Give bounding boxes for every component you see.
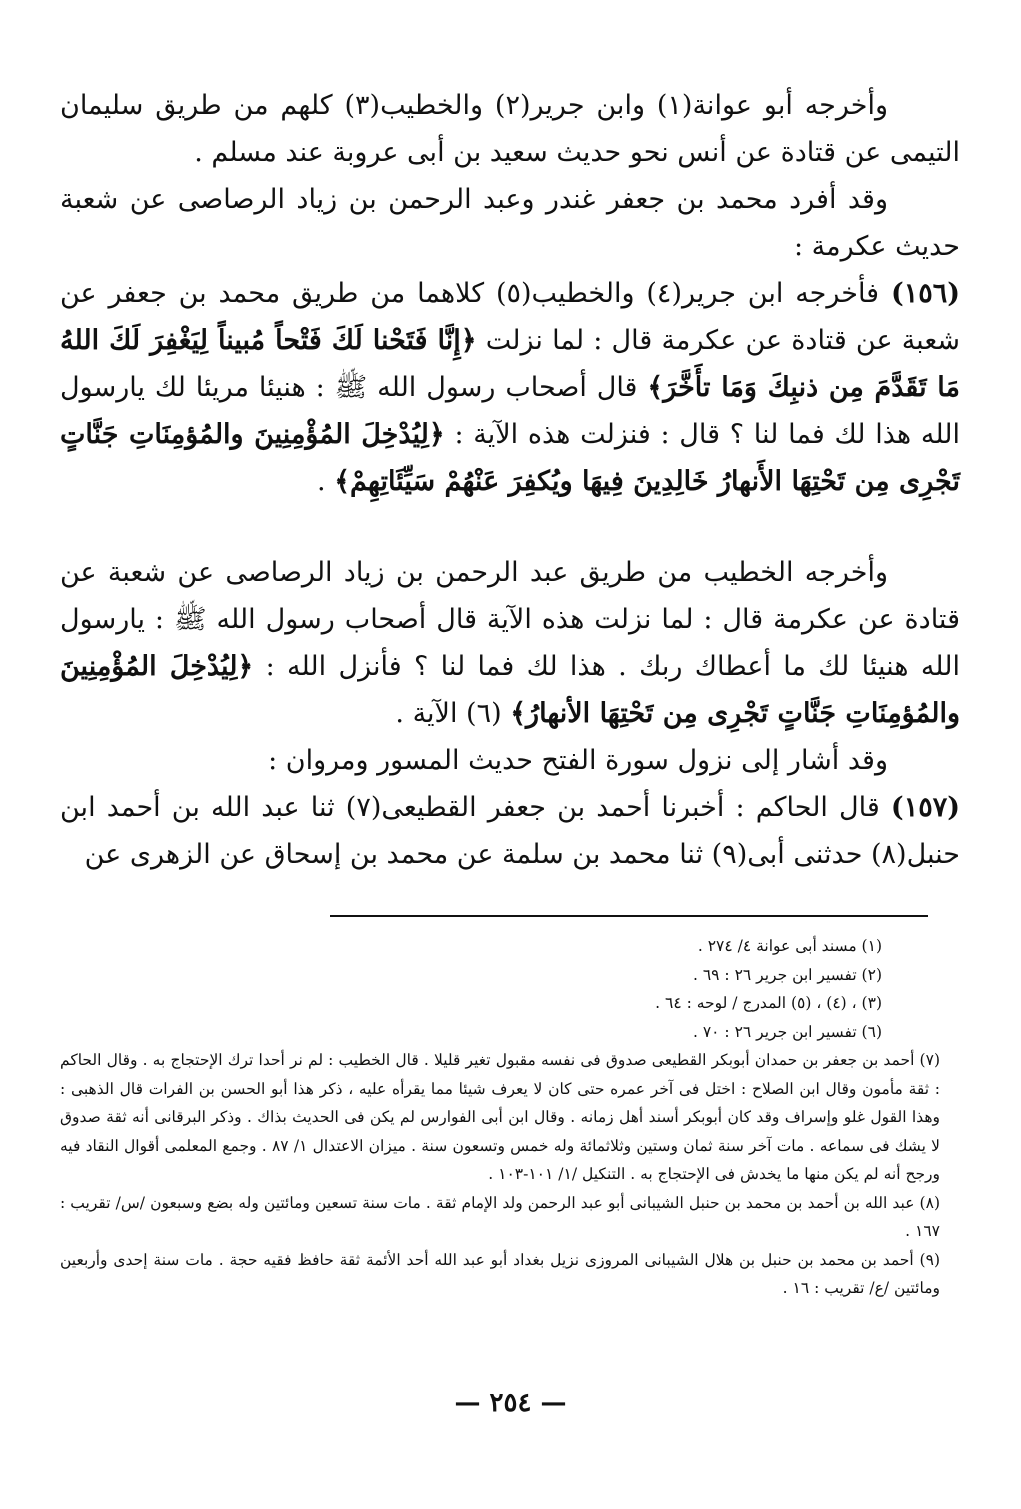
paragraph-2: وقد أفرد محمد بن جعفر غندر وعبد الرحمن بن زياد الرصاصى عن شعبة حديث عكرمة : <box>60 184 960 262</box>
quran-verse-2: ﴿لِيُدْخِلَ المُؤْمِنِينَ والمُؤمِنَاتِ جَنَّاتٍ تَجْرِى مِن تَحْتِهَا الأَنهارُ خَالِدِينَ فِيهَا ويُكفِرَ عَنْهُمْ سَيِّئَاتِهِمْ﴾ <box>60 419 960 497</box>
page-number: — ٢٥٤ — <box>454 1388 567 1418</box>
hadith-157-text: قال الحاكم : أخبرنا أحمد بن جعفر القطيعى(٧) ثنا عبد الله بن أحمد ابن حنبل(٨) حدثنى أبى(٩) ثنا محمد بن سلمة عن محمد بن إسحاق عن الزهرى عن <box>60 792 960 870</box>
paragraph-4-text: وأخرجه الخطيب من طريق عبد الرحمن بن زياد الرصاصى عن شعبة عن قتادة عن عكرمة قال : لما نزلت هذه الآية قال أصحاب رسول الله ﷺ : يارسول الله هنيئا لك ما أعطاك ربك . هذا لك فما لنا ؟ فأنزل الله : <box>60 557 960 682</box>
hadith-number-156: (١٥٦) <box>890 278 961 309</box>
paragraph-4-end: (٦) الآية . <box>395 698 502 729</box>
footnote-divider <box>330 915 928 917</box>
footnote-6: (٦) تفسير ابن جرير ٢٦ : ٧٠ . <box>692 1022 882 1041</box>
hadith-156-text-b: قال أصحاب رسول الله ﷺ : هنيئا مريئا لك يارسول الله هذا لك فما لنا ؟ قال : فنزلت هذه الآية : <box>60 372 960 450</box>
footnote-2: (٢) تفسير ابن جرير ٢٦ : ٦٩ . <box>692 965 882 984</box>
hadith-156-end: . <box>317 466 326 497</box>
footnote-3-5: (٣) ، (٤) ، (٥) المدرج / لوحه : ٦٤ . <box>655 994 882 1012</box>
footnote-7: (٧) أحمد بن جعفر بن حمدان أبوبكر القطيعى صدوق فى نفسه مقبول تغير قليلا . قال الخطيب : لم نر أحدا ترك الإحتجاج به . وقال الحاكم : ثقة مأمون وقال ابن الصلاح : اختل فى آخر عمره حتى كان لا يعرف شيئا مما يقرأه عليه ، ذكر هذا أبو الحسن بن الفرات قال الذهبى : وهذا القول غلو وإسراف وقد كان أبوبكر أسند أهل زمانه . وقال ابن أبى الفوارس لم يكن فى الحديث بذاك . وذكر البرقانى أنه ثقة صدوق لا يشك فى سماعه . مات آخر سنة ثمان وستين وثلاثمائة وله خمس وتسعون سنة . ميزان الاعتدال ١/ ٨٧ . وجمع المعلمى أقوال النقاد فيه ورجح أنه لم يكن منها ما يخدش فى الإحتجاج به . التنكيل /١/ ١٠١-١٠٣ . <box>60 1051 941 1183</box>
footnote-8: (٨) عبد الله بن أحمد بن محمد بن حنبل الشيبانى أبو عبد الرحمن ولد الإمام ثقة . مات سنة تسعين ومائتين وله بضع وسبعون /س/ تقريب : ١٦٧ . <box>60 1193 940 1240</box>
paragraph-5: وقد أشار إلى نزول سورة الفتح حديث المسور ومروان : <box>268 745 888 776</box>
paragraph-1: وأخرجه أبو عوانة(١) وابن جرير(٢) والخطيب(٣) كلهم من طريق سليمان التيمى عن قتادة عن أنس نحو حديث سعيد بن أبى عروبة عند مسلم . <box>60 90 960 168</box>
paragraph-hadith-156 <box>60 270 960 505</box>
footnote-9: (٩) أحمد بن محمد بن حنبل بن هلال الشيبانى المروزى نزيل بغداد أبو عبد الله أحد الأئمة ثقة حافظ فقيه حجة . مات سنة إحدى وأربعين ومائتين /ع/ تقريب : ١٦ . <box>60 1250 940 1297</box>
paragraph-4 <box>60 549 960 737</box>
quran-verse-1: ﴿إِنَّا فَتَحْنا لَكَ فَتْحاً مُبيناً لِيَغْفِرَ لَكَ اللهُ مَا تَقَدَّمَ مِن ذنبِكَ وَمَا تأَخَّرَ﴾ <box>60 325 961 403</box>
paragraph-gap <box>60 505 960 549</box>
hadith-156-text-a: فأخرجه ابن جرير(٤) والخطيب(٥) كلاهما من طريق محمد بن جعفر عن شعبة عن قتادة عن عكرمة قال : لما نزلت <box>60 278 960 356</box>
main-text <box>60 82 960 878</box>
quran-verse-3: ﴿لِيُدْخِلَ المُؤْمِنِينَ والمُؤمِنَاتِ جَنَّاتٍ تَجْرِى مِن تَحْتِهَا الأنهارُ﴾ <box>60 651 960 729</box>
paragraph-hadith-157 <box>60 784 960 878</box>
footnotes <box>60 932 940 1303</box>
hadith-number-157: (١٥٧) <box>890 792 960 823</box>
footnote-1: (١) مسند أبى عوانة ٤/ ٢٧٤ . <box>697 937 882 955</box>
